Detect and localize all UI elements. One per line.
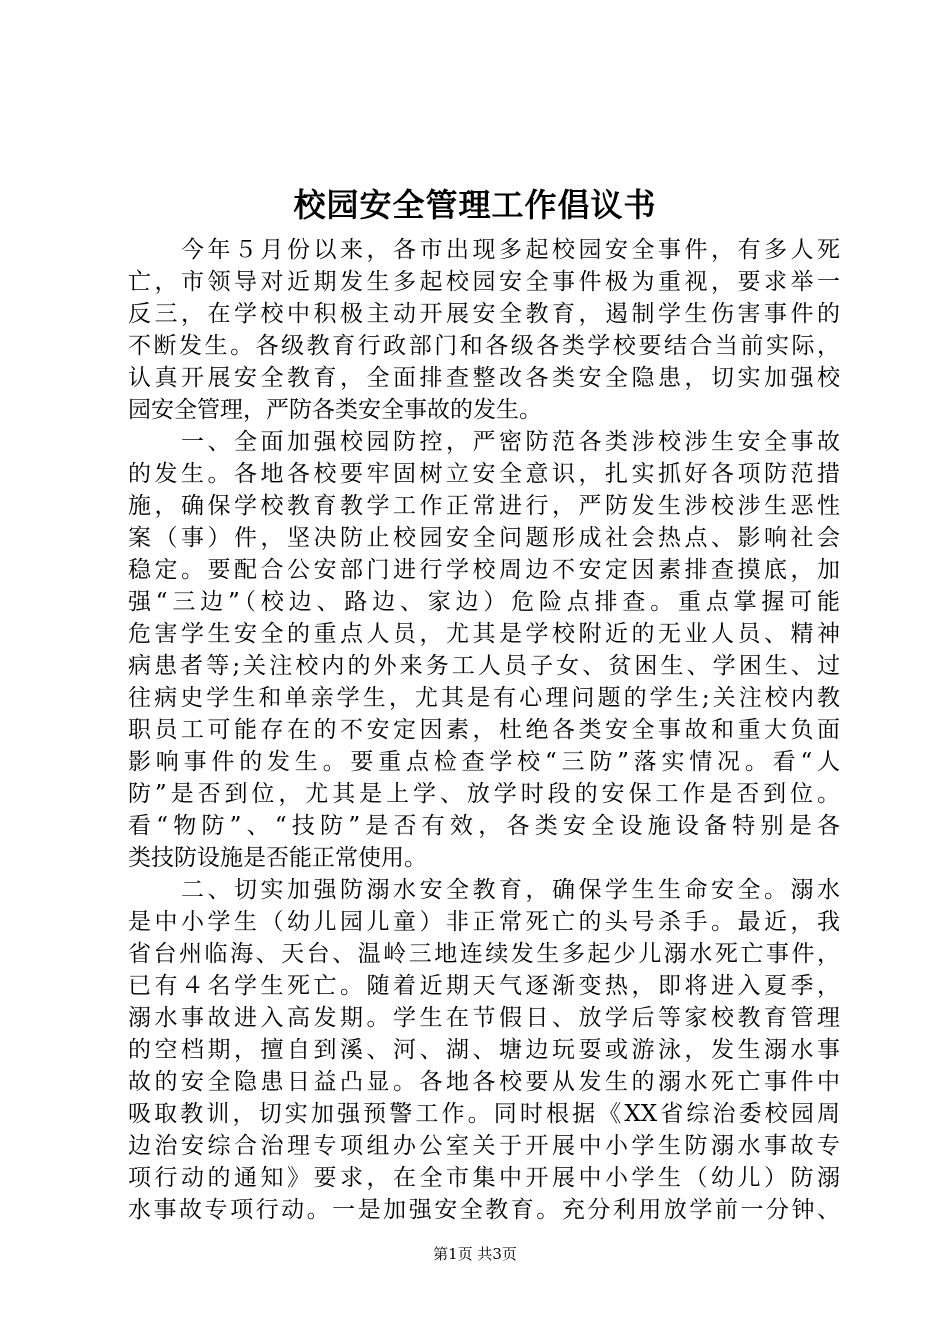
body-line: 不断发生。各级教育行政部门和各级各类学校要结合当前实际， (128, 333, 840, 359)
body-line: 亡，市领导对近期发生多起校园安全事件极为重视，要求举一 (128, 269, 840, 295)
body-line: 施，确保学校教育教学工作正常进行，严防发生涉校涉生恶性 (128, 493, 840, 519)
document-body (128, 234, 840, 1226)
body-line: 省台州临海、天台、温岭三地连续发生多起少儿溺水死亡事件， (128, 941, 840, 967)
body-line: 二、切实加强防溺水安全教育，确保学生生命安全。溺水 (128, 877, 840, 903)
body-line: 一、全面加强校园防控，严密防范各类涉校涉生安全事故 (128, 429, 840, 455)
body-line: 已有４名学生死亡。随着近期天气逐渐变热，即将进入夏季， (128, 973, 840, 999)
body-line: 反三，在学校中积极主动开展安全教育，遏制学生伤害事件的 (128, 301, 840, 327)
body-line: 病患者等;关注校内的外来务工人员子女、贫困生、学困生、过 (128, 653, 840, 679)
body-line: 今年５月份以来，各市出现多起校园安全事件，有多人死 (128, 237, 840, 263)
page-footer: 第1页 共3页 (433, 1245, 517, 1263)
body-line: 园安全管理，严防各类安全事故的发生。 (128, 397, 542, 423)
body-line: 往病史学生和单亲学生，尤其是有心理问题的学生;关注校内教 (128, 685, 840, 711)
body-line: 边治安综合治理专项组办公室关于开展中小学生防溺水事故专 (128, 1133, 840, 1159)
body-line: 危害学生安全的重点人员，尤其是学校附近的无业人员、精神 (128, 621, 840, 647)
body-line: 吸取教训，切实加强预警工作。同时根据《XX省综治委校园周 (128, 1101, 840, 1127)
body-line: 溺水事故进入高发期。学生在节假日、放学后等家校教育管理 (128, 1005, 840, 1031)
body-line: 是中小学生（幼儿园儿童）非正常死亡的头号杀手。最近，我 (128, 909, 840, 935)
body-line: 故的安全隐患日益凸显。各地各校要从发生的溺水死亡事件中 (128, 1069, 840, 1095)
body-line: 看“物防”、“技防”是否有效，各类安全设施设备特别是各 (128, 813, 840, 839)
body-line: 强“三边”（校边、路边、家边）危险点排查。重点掌握可能 (128, 589, 840, 615)
body-line: 的发生。各地各校要牢固树立安全意识，扎实抓好各项防范措 (128, 461, 840, 487)
body-line: 防”是否到位，尤其是上学、放学时段的安保工作是否到位。 (128, 781, 840, 807)
body-line: 稳定。要配合公安部门进行学校周边不安定因素排查摸底，加 (128, 557, 840, 583)
body-line: 认真开展安全教育，全面排查整改各类安全隐患，切实加强校 (128, 365, 840, 391)
body-line: 项行动的通知》要求，在全市集中开展中小学生（幼儿）防溺 (128, 1165, 840, 1191)
body-line: 水事故专项行动。一是加强安全教育。充分利用放学前一分钟、 (128, 1197, 840, 1223)
body-line: 案（事）件，坚决防止校园安全问题形成社会热点、影响社会 (128, 525, 840, 551)
body-line: 的空档期，擅自到溪、河、湖、塘边玩耍或游泳，发生溺水事 (128, 1037, 840, 1063)
document-title: 校园安全管理工作倡议书 (293, 186, 657, 224)
body-line: 类技防设施是否能正常使用。 (128, 845, 427, 871)
body-line: 影响事件的发生。要重点检查学校“三防”落实情况。看“人 (128, 749, 840, 775)
body-line: 职员工可能存在的不安定因素，杜绝各类安全事故和重大负面 (128, 717, 840, 743)
